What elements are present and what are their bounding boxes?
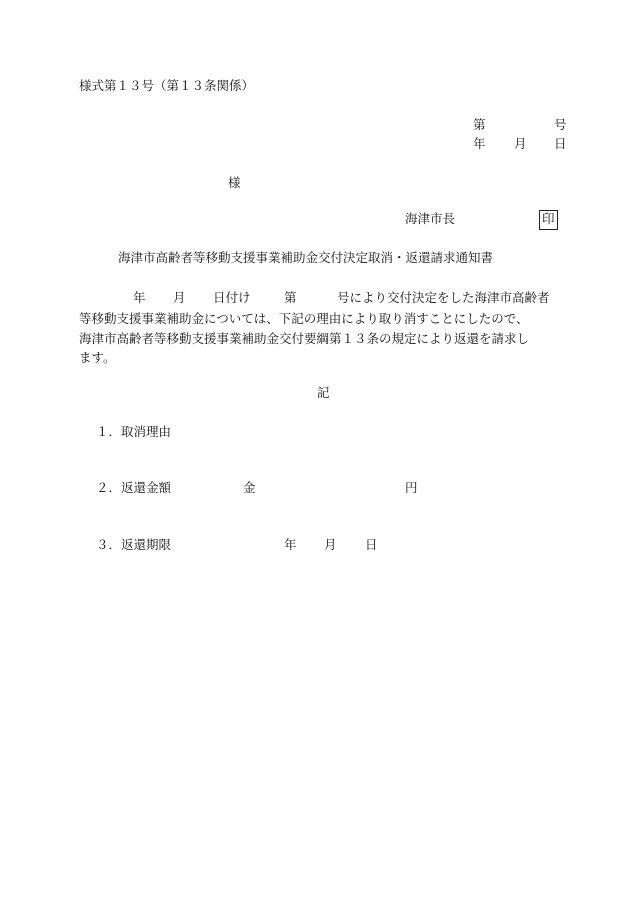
date-month: 月 xyxy=(514,136,527,151)
item1-label: 取消理由 xyxy=(121,424,172,439)
doc-number-go: 号 xyxy=(554,117,567,132)
form-label: 様式第１３号（第１３条関係） xyxy=(79,78,255,93)
body-dai: 第 xyxy=(284,290,297,305)
date-day: 日 xyxy=(554,136,567,151)
body-month: 月 xyxy=(173,290,186,305)
ki-heading: 記 xyxy=(317,385,330,400)
item3-label: 返還期限 xyxy=(121,537,172,552)
item2-label: 返還金額 xyxy=(121,480,172,495)
document-title: 海津市高齢者等移動支援事業補助金交付決定取消・返還請求通知書 xyxy=(118,250,494,265)
doc-number-dai: 第 xyxy=(473,117,486,132)
date-year: 年 xyxy=(473,136,486,151)
item3-number: ３． xyxy=(96,537,122,552)
seal-box xyxy=(539,210,558,230)
item2-yen: 円 xyxy=(405,480,418,495)
body-line2: 等移動支援事業補助金については、下記の理由により取り消すことにしたので、 xyxy=(79,311,529,326)
body-line3: 海津市高齢者等移動支援事業補助金交付要綱第１３条の規定により返還を請求し xyxy=(79,331,530,346)
body-dated: 日付け xyxy=(213,290,251,305)
recipient-suffix: 様 xyxy=(228,175,241,190)
item2-number: ２． xyxy=(96,480,122,495)
body-line1-rest: 号により交付決定をした海津市高齢者 xyxy=(337,290,550,305)
issuer-name: 海津市長 xyxy=(405,211,456,226)
seal-label: 印 xyxy=(542,211,555,226)
item3-year: 年 xyxy=(284,537,297,552)
body-year: 年 xyxy=(133,290,146,305)
item1-number: １． xyxy=(96,424,122,439)
body-line4: ます。 xyxy=(79,350,116,365)
item3-day: 日 xyxy=(365,537,378,552)
item2-kin: 金 xyxy=(243,480,256,495)
item3-month: 月 xyxy=(324,537,337,552)
